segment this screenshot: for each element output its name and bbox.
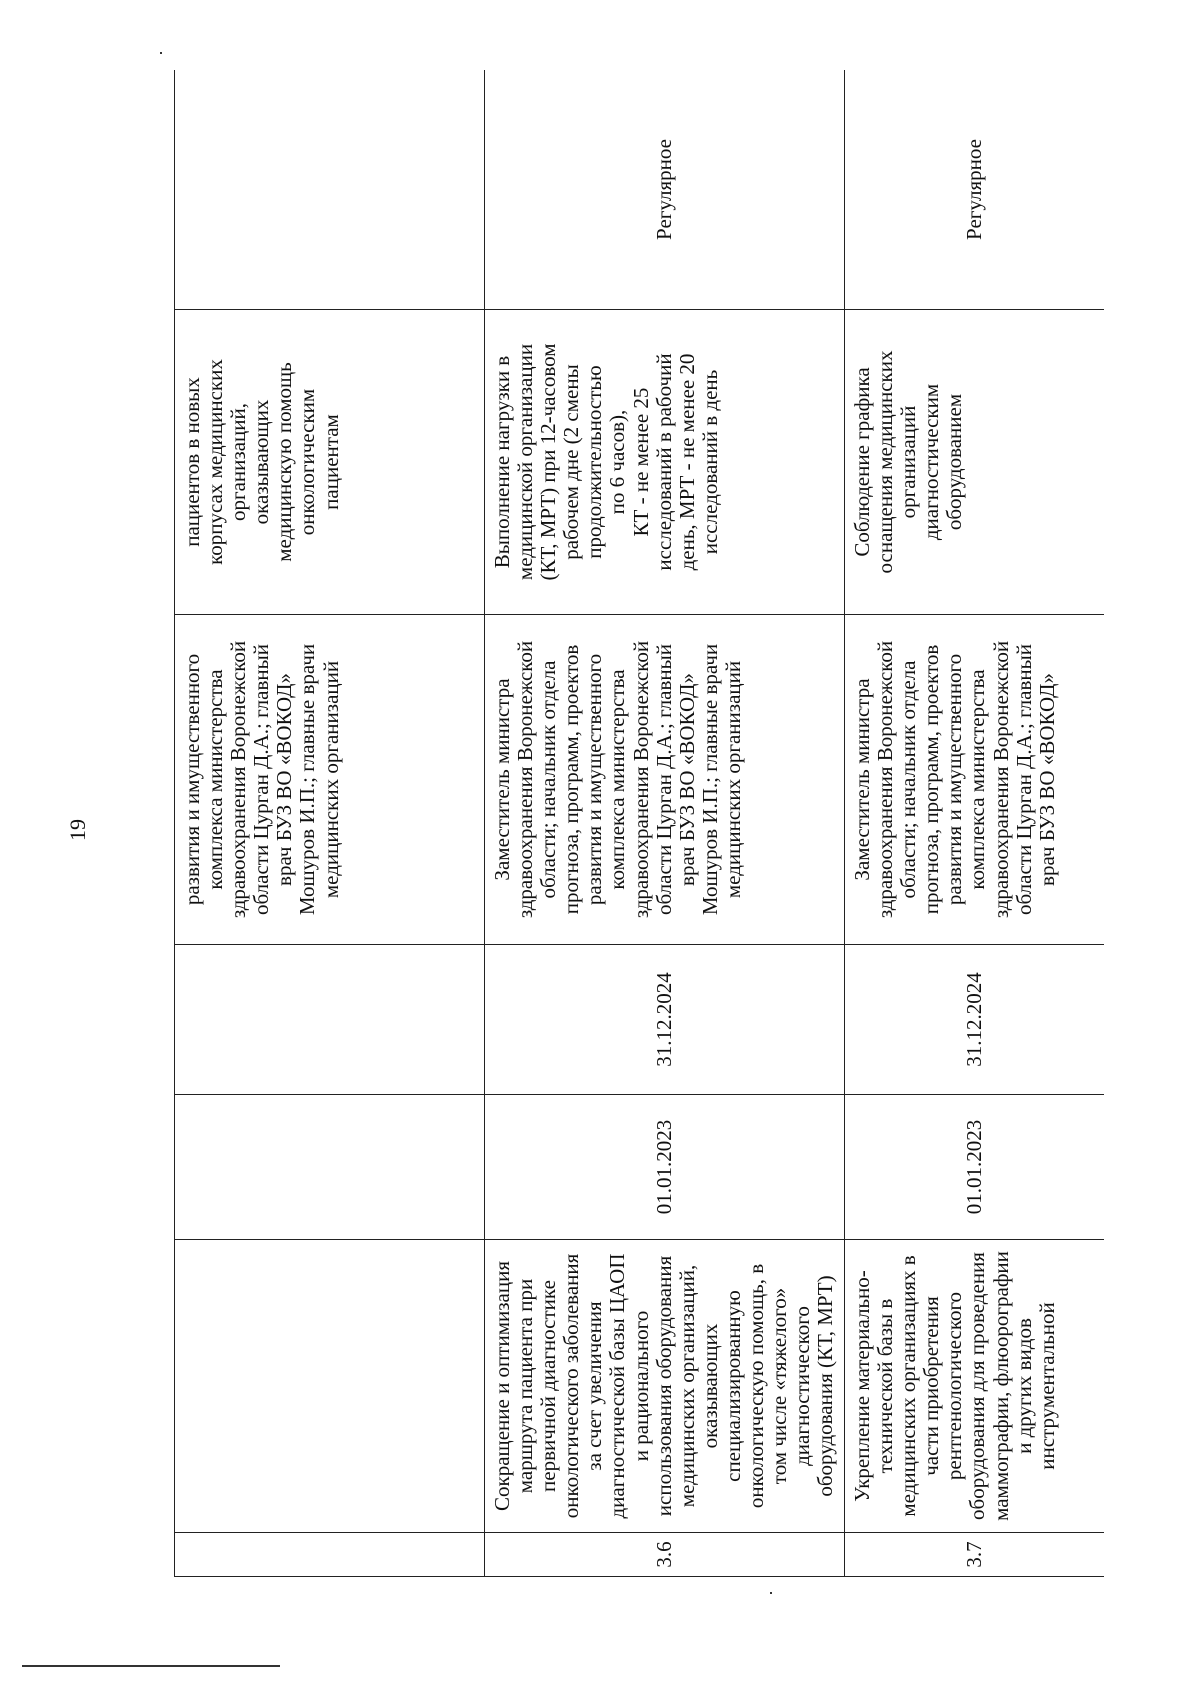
frequency — [175, 70, 485, 310]
row-number: 3.7 — [845, 1533, 1105, 1577]
action-title — [175, 1240, 485, 1533]
responsible-persons: развития и имущественного комплекса министерства здравоохранения Воронежской области Цурган Д.А.; главный врач БУЗ ВО «ВОКОД» Мошуров И.П.; главные врачи медицинских организаций — [175, 615, 485, 945]
row-number — [175, 1533, 485, 1577]
action-plan-table — [174, 70, 1104, 1577]
action-title: Сокращение и оптимизация маршрута пациента при первичной диагностике онкологического заболевания за счет увеличения диагностической базы ЦАОП и рационального использования оборудования медицинских организаций, оказывающих специализированную онкологическую помощь, в том числе «тяжелого» диагностического оборудования (КТ, МРТ) — [485, 1240, 845, 1533]
table-row — [485, 70, 845, 1577]
end-date: 31.12.2024 — [845, 945, 1105, 1095]
result-indicator: Соблюдение графика оснащения медицинских организаций диагностическим оборудованием — [845, 310, 1105, 615]
start-date — [175, 1095, 485, 1240]
action-title: Укрепление материально- технической базы в медицинских организациях в части приобретения рентгенологического оборудования для проведения маммографии, флюорографии и других видов инструментальной — [845, 1240, 1105, 1533]
end-date: 31.12.2024 — [485, 945, 845, 1095]
result-indicator: Выполнение нагрузки в медицинской организации (КТ, МРТ) при 12-часовом рабочем дне (2 смены продолжительностью по 6 часов), КТ - не менее 25 исследований в рабочий день, МРТ - не менее 20 исследований в день — [485, 310, 845, 615]
result-indicator: пациентов в новых корпусах медицинских организаций, оказывающих медицинскую помощь онкологическим пациентам — [175, 310, 485, 615]
row-number: 3.6 — [485, 1533, 845, 1577]
rotated-table-frame — [174, 70, 1104, 1577]
start-date: 01.01.2023 — [845, 1095, 1105, 1240]
table-row — [175, 70, 485, 1577]
page-number: 19 — [65, 819, 90, 841]
table-row — [845, 70, 1105, 1577]
document-table-wrapper — [174, 70, 1104, 1577]
frequency: Регулярное — [485, 70, 845, 310]
scan-artifact-line — [22, 1665, 280, 1667]
responsible-persons: Заместитель министра здравоохранения Воронежской области; начальник отдела прогноза, программ, проектов развития и имущественного комплекса министерства здравоохранения Воронежской области Цурган Д.А.; главный врач БУЗ ВО «ВОКОД» Мошуров И.П.; главные врачи медицинских организаций — [485, 615, 845, 945]
scan-artifact-dot — [770, 1592, 772, 1594]
end-date — [175, 945, 485, 1095]
scan-artifact-dot — [160, 52, 162, 54]
frequency: Регулярное — [845, 70, 1105, 310]
responsible-persons: Заместитель министра здравоохранения Воронежской области; начальник отдела прогноза, программ, проектов развития и имущественного комплекса министерства здравоохранения Воронежской области Цурган Д.А.; главный врач БУЗ ВО «ВОКОД» — [845, 615, 1105, 945]
start-date: 01.01.2023 — [485, 1095, 845, 1240]
